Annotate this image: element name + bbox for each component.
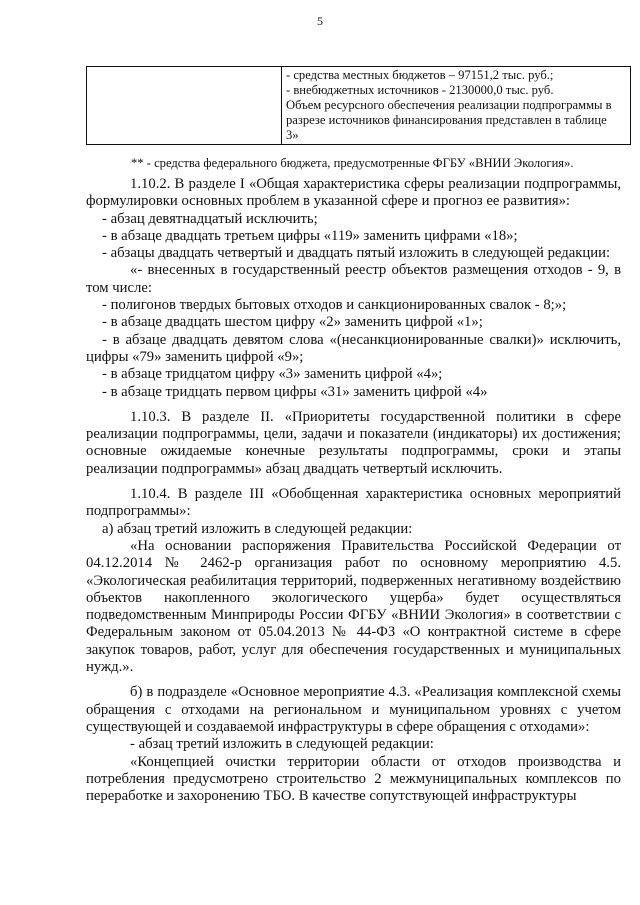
list-item: а) абзац третий изложить в следующей редакции: [102,520,413,537]
table-line: - внебюджетных источников - 2130000,0 тыс. руб. [286,83,554,97]
list-item: - в абзаце двадцать девятом слова «(несанкционированные свалки)» исключить, цифры «79» заменить цифрой «9»; [86,331,621,365]
paragraph: б) в подразделе «Основное мероприятие 4.3. «Реализация комплексной схемы обращения с отходами на региональном и муниципальном уровнях с учетом существующей и создаваемой инфраструктуры в сфере обращения с отходами»: [86,684,621,735]
list-item: - абзац девятнадцатый исключить; [102,210,318,227]
quoted-paragraph: «- внесенных в государственный реестр объектов размещения отходов - 9, в том числе: [86,262,621,296]
table-line: - средства местных бюджетов – 97151,2 тыс. руб.; [286,68,554,82]
paragraph: 1.10.4. В разделе III «Обобщенная характеристика основных мероприятий подпрограммы»: [86,486,621,520]
paragraph: 1.10.2. В разделе I «Общая характеристика сферы реализации подпрограммы, формулировки основных проблем в указанной сфере и прогноз ее развития»: [86,176,621,210]
page-number: 5 [317,14,323,28]
funding-table [86,66,631,145]
table-empty-cell [87,67,282,145]
quoted-paragraph: «Концепцией очистки территории области от отходов производства и потребления предусмотрено строительство 2 межмуниципальных комплексов по переработке и захоронению ТБО. В качестве сопутствующей инфраструктуры [86,753,621,805]
table-line: 3» [286,128,299,142]
list-item: - в абзаце тридцатом цифру «3» заменить цифрой «4»; [102,366,443,383]
list-item: - в абзаце двадцать шестом цифру «2» заменить цифрой «1»; [102,314,483,331]
footnote: ** - средства федерального бюджета, предусмотренные ФГБУ «ВНИИ Экология». [131,156,574,170]
list-item: - в абзаце двадцать третьем цифры «119» заменить цифрами «18»; [102,227,518,244]
table-funding-cell [282,67,631,145]
list-item: - абзац третий изложить в следующей редакции: [130,736,434,753]
paragraph: 1.10.3. В разделе II. «Приоритеты государственной политики в сфере реализации подпрограммы, цели, задачи и показатели (индикаторы) их достижения; основные ожидаемые конечные результаты подпрограммы, сроки и этапы реализации подпрограммы» абзац двадцать четвертый исключить. [86,408,621,477]
table-line: разрезе источников финансирования представлен в таблице [286,113,607,127]
quoted-paragraph: «На основании распоряжения Правительства Российской Федерации от 04.12.2014 № 2462-р организация работ по основному мероприятию 4.5. «Экологическая реабилитация территорий, подверженных негативному воздействию объектов накопленного экологического ущерба» будет осуществляться подведомственным Минприроды России ФГБУ «ВНИИ Экология» в соответствии с Федеральным законом от 05.04.2013 № 44-ФЗ «О контрактной системе в сфере закупок товаров, работ, услуг для обеспечения государственных и муниципальных нужд.». [86,537,621,676]
document-body [86,176,621,805]
list-item: - в абзаце тридцать первом цифры «31» заменить цифрой «4» [102,383,488,400]
list-item: - абзацы двадцать четвертый и двадцать пятый изложить в следующей редакции: [102,245,611,262]
table-line: Объем ресурсного обеспечения реализации подпрограммы в [286,98,612,112]
list-item: - полигонов твердых бытовых отходов и санкционированных свалок - 8;»; [102,297,567,314]
